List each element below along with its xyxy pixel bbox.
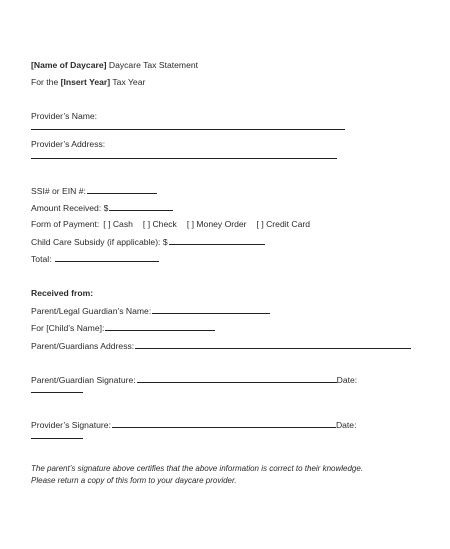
provider-name-field[interactable] xyxy=(31,129,345,130)
total-label: Total: xyxy=(31,254,52,264)
amount-received-field[interactable] xyxy=(109,202,173,211)
money-order-checkbox[interactable]: [ ] Money Order xyxy=(186,219,247,229)
tax-year-text: Tax Year xyxy=(110,77,146,87)
child-name-row xyxy=(31,322,215,334)
provider-date-label: Date: xyxy=(335,420,357,430)
subsidy-label: Child Care Subsidy (if applicable): $ xyxy=(31,237,168,247)
provider-signature-row xyxy=(31,419,356,431)
payment-form-label: Form of Payment: xyxy=(31,219,100,229)
child-name-field[interactable] xyxy=(105,322,215,331)
guardian-name-row xyxy=(31,305,270,317)
provider-name-label: Provider’s Name: xyxy=(31,111,98,121)
amount-row xyxy=(31,202,173,214)
credit-card-checkbox[interactable]: [ ] Credit Card xyxy=(256,219,311,229)
parent-signature-field[interactable] xyxy=(137,374,337,383)
for-the-text: For the xyxy=(31,77,61,87)
provider-signature-label: Provider’s Signature: xyxy=(31,420,111,430)
ssi-ein-row xyxy=(31,185,157,197)
statement-title xyxy=(31,60,198,71)
tax-year-line xyxy=(31,77,145,88)
provider-address-field[interactable] xyxy=(31,158,337,159)
cash-checkbox[interactable]: [ ] Cash xyxy=(103,219,133,229)
parent-date-label: Date: xyxy=(336,375,358,385)
payment-form-row xyxy=(31,219,310,230)
statement-title-text: Daycare Tax Statement xyxy=(106,60,199,70)
subsidy-row xyxy=(31,236,265,248)
certification-note: The parent’s signature above certifies that the above information is correct to their knowledge. xyxy=(31,464,364,473)
return-copy-note: Please return a copy of this form to your daycare provider. xyxy=(31,476,237,485)
amount-received-label: Amount Received: $ xyxy=(31,203,109,213)
child-name-label: For [Child’s Name]: xyxy=(31,323,105,333)
ssi-ein-label: SSI# or EIN #: xyxy=(31,186,86,196)
check-checkbox[interactable]: [ ] Check xyxy=(142,219,177,229)
guardian-address-field[interactable] xyxy=(135,340,411,349)
guardian-name-field[interactable] xyxy=(152,305,270,314)
total-field[interactable] xyxy=(55,253,159,262)
provider-address-label: Provider’s Address: xyxy=(31,139,106,149)
ssi-ein-field[interactable] xyxy=(87,185,157,194)
total-row xyxy=(31,253,159,265)
provider-date-field[interactable] xyxy=(31,438,83,439)
subsidy-field[interactable] xyxy=(169,236,265,245)
guardian-address-label: Parent/Guardians Address: xyxy=(31,341,135,351)
daycare-name-placeholder: [Name of Daycare] xyxy=(31,60,107,70)
parent-signature-row xyxy=(31,374,357,386)
guardian-name-label: Parent/Legal Guardian’s Name: xyxy=(31,306,152,316)
parent-date-field[interactable] xyxy=(31,392,83,393)
provider-signature-field[interactable] xyxy=(112,419,336,428)
guardian-address-row xyxy=(31,340,411,352)
year-placeholder: [Insert Year] xyxy=(60,77,111,87)
parent-signature-label: Parent/Guardian Signature: xyxy=(31,375,136,385)
received-from-heading: Received from: xyxy=(31,288,94,298)
